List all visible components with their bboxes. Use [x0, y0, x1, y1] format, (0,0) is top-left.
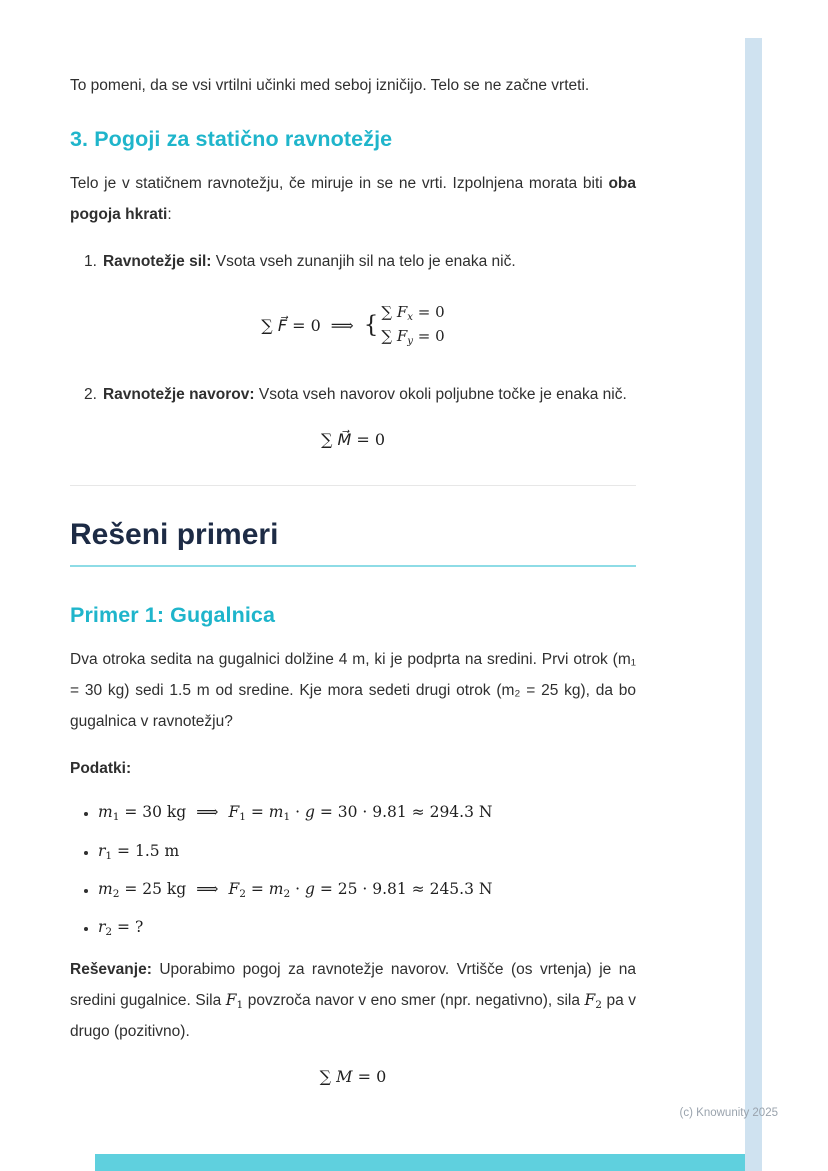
moment-formula — [70, 1067, 636, 1086]
example-heading-primer1: Primer 1: Gugalnica — [70, 603, 276, 628]
intro-paragraph: To pomeni, da se vsi vrtilni učinki med seboj izničijo. Telo se ne začne vrteti. — [70, 77, 590, 94]
numbered-item-1 — [70, 246, 636, 277]
math-part: = 0 — [413, 327, 445, 346]
item-number: 2. — [84, 386, 97, 404]
formula-cases — [381, 301, 444, 349]
math-part: = 30 kg — [119, 803, 187, 822]
math-part: ⟹ — [196, 879, 219, 898]
data-list-item — [98, 800, 636, 825]
formula-case-x — [381, 301, 444, 325]
section-lead-paragraph — [70, 168, 636, 230]
item-text: Vsota vseh zunanjih sil na telo je enaka nič. — [211, 253, 516, 270]
section-divider — [70, 485, 636, 486]
net-force-formula — [70, 301, 636, 349]
math-part: F — [396, 303, 408, 321]
formula-torque-body — [321, 430, 385, 449]
section-heading-pogoji: 3. Pogoji za statično ravnotežje — [70, 127, 393, 151]
item-number: 1. — [84, 253, 97, 270]
document-page — [70, 70, 636, 1114]
inline-math-f1 — [225, 991, 244, 1012]
numbered-item-2 — [70, 379, 636, 410]
formula-brace: { — [363, 312, 379, 339]
page-title-reseni-primeri: Rešeni primeri — [70, 518, 279, 552]
data-list-item — [98, 915, 636, 940]
item-body — [103, 379, 627, 410]
data-list — [70, 800, 636, 940]
math-part: x — [407, 311, 414, 323]
math-part: = 1.5 m — [112, 841, 180, 860]
math-part: 1 — [239, 811, 246, 824]
net-torque-formula — [70, 430, 636, 449]
title-underline — [70, 565, 636, 567]
math-part: F — [584, 991, 596, 1010]
footer-credit: (c) Knowunity 2025 — [679, 1107, 778, 1119]
math-part: = ? — [112, 918, 144, 937]
math-part: 2 — [105, 926, 113, 939]
math-part: 1 — [112, 811, 120, 824]
math-part: F — [228, 803, 240, 822]
lead-bold-text: oba pogoja hkrati — [70, 175, 636, 223]
math-part: 1 — [236, 999, 244, 1012]
math-part: · — [290, 803, 305, 822]
math-part: = 0 — [413, 303, 445, 321]
item-text: Vsota vseh navorov okoli poljubne točke je enaka nič. — [254, 386, 627, 404]
math-part: m — [268, 879, 284, 898]
example-problem-paragraph: Dva otroka sedita na gugalnici dolžine 4 m, ki je podprta na sredini. Prvi otrok (m₁ = 30 kg) sedi 1.5 m od sredine. Kje mora sedeti drugi otrok (m₂ = 25 kg), da bo gugalnica v ravnotežju? — [70, 651, 636, 731]
solution-text-2: povzroča navor v eno smer (npr. negativno), sila — [243, 992, 585, 1010]
math-part: ⟹ — [330, 315, 354, 335]
math-part: = 25 · 9.81 ≈ 245.3 N — [314, 879, 493, 898]
item-bold-label: Ravnotežje sil: — [102, 253, 212, 270]
math-part: m — [98, 879, 113, 898]
lead-tail-text: : — [167, 206, 172, 223]
math-part: F — [225, 991, 237, 1010]
math-part: = 0 — [287, 315, 321, 335]
math-part: F — [396, 327, 408, 346]
math-part: g — [304, 879, 315, 898]
inline-math-f2 — [584, 991, 602, 1012]
math-part: ∑ — [319, 1067, 337, 1087]
podatki-label: Podatki: — [70, 760, 132, 778]
data-list-item — [98, 877, 636, 902]
math-part: M — [336, 1067, 353, 1087]
math-part: 2 — [239, 887, 246, 900]
formula-case-y — [381, 325, 444, 349]
math-part: 1 — [283, 811, 291, 824]
solution-text-1: Uporabimo pogoj za ravnotežje navorov. Vrtišče (os vrtenja) je na sredini gugalnice. Sila — [70, 961, 636, 1010]
math-part: m — [268, 803, 284, 822]
math-part: g — [304, 803, 315, 822]
math-part: F⃗ — [277, 315, 288, 335]
math-part: 1 — [105, 849, 113, 862]
math-part: r — [98, 918, 106, 937]
math-part: = 30 · 9.81 ≈ 294.3 N — [314, 803, 493, 822]
math-part: ∑ — [381, 327, 397, 346]
math-part: M⃗ — [337, 430, 352, 450]
math-part: · — [290, 879, 305, 898]
math-part: ∑ — [381, 303, 397, 321]
math-part: 2 — [283, 887, 291, 900]
math-part: = 0 — [351, 430, 386, 450]
math-part: ∑ — [320, 430, 338, 450]
data-list-item — [98, 839, 636, 864]
math-part: y — [407, 335, 414, 347]
math-part: 2 — [112, 887, 120, 900]
formula-main — [261, 316, 363, 335]
math-part: = — [245, 879, 269, 898]
formula-moment-body — [320, 1067, 387, 1086]
bottom-decoration-bar — [95, 1154, 745, 1171]
math-part: = 0 — [352, 1067, 387, 1087]
item-body — [103, 246, 516, 277]
math-part: 2 — [595, 999, 602, 1012]
lead-text: Telo je v statičnem ravnotežju, če miruje in se ne vrti. Izpolnjena morata biti — [70, 175, 603, 192]
solution-paragraph — [70, 954, 636, 1047]
math-part: ⟹ — [196, 803, 219, 822]
math-part: = — [245, 803, 269, 822]
solution-bold-label: Reševanje: — [70, 961, 152, 979]
math-part: r — [98, 841, 106, 860]
math-part: ∑ — [261, 315, 278, 335]
side-decoration-stripe — [745, 38, 762, 1171]
math-part: m — [98, 803, 113, 822]
math-part: = 25 kg — [119, 879, 187, 898]
solution-text-3: pa v drugo (pozitivno). — [70, 992, 636, 1041]
item-bold-label: Ravnotežje navorov: — [102, 386, 255, 404]
math-part: F — [228, 879, 240, 898]
